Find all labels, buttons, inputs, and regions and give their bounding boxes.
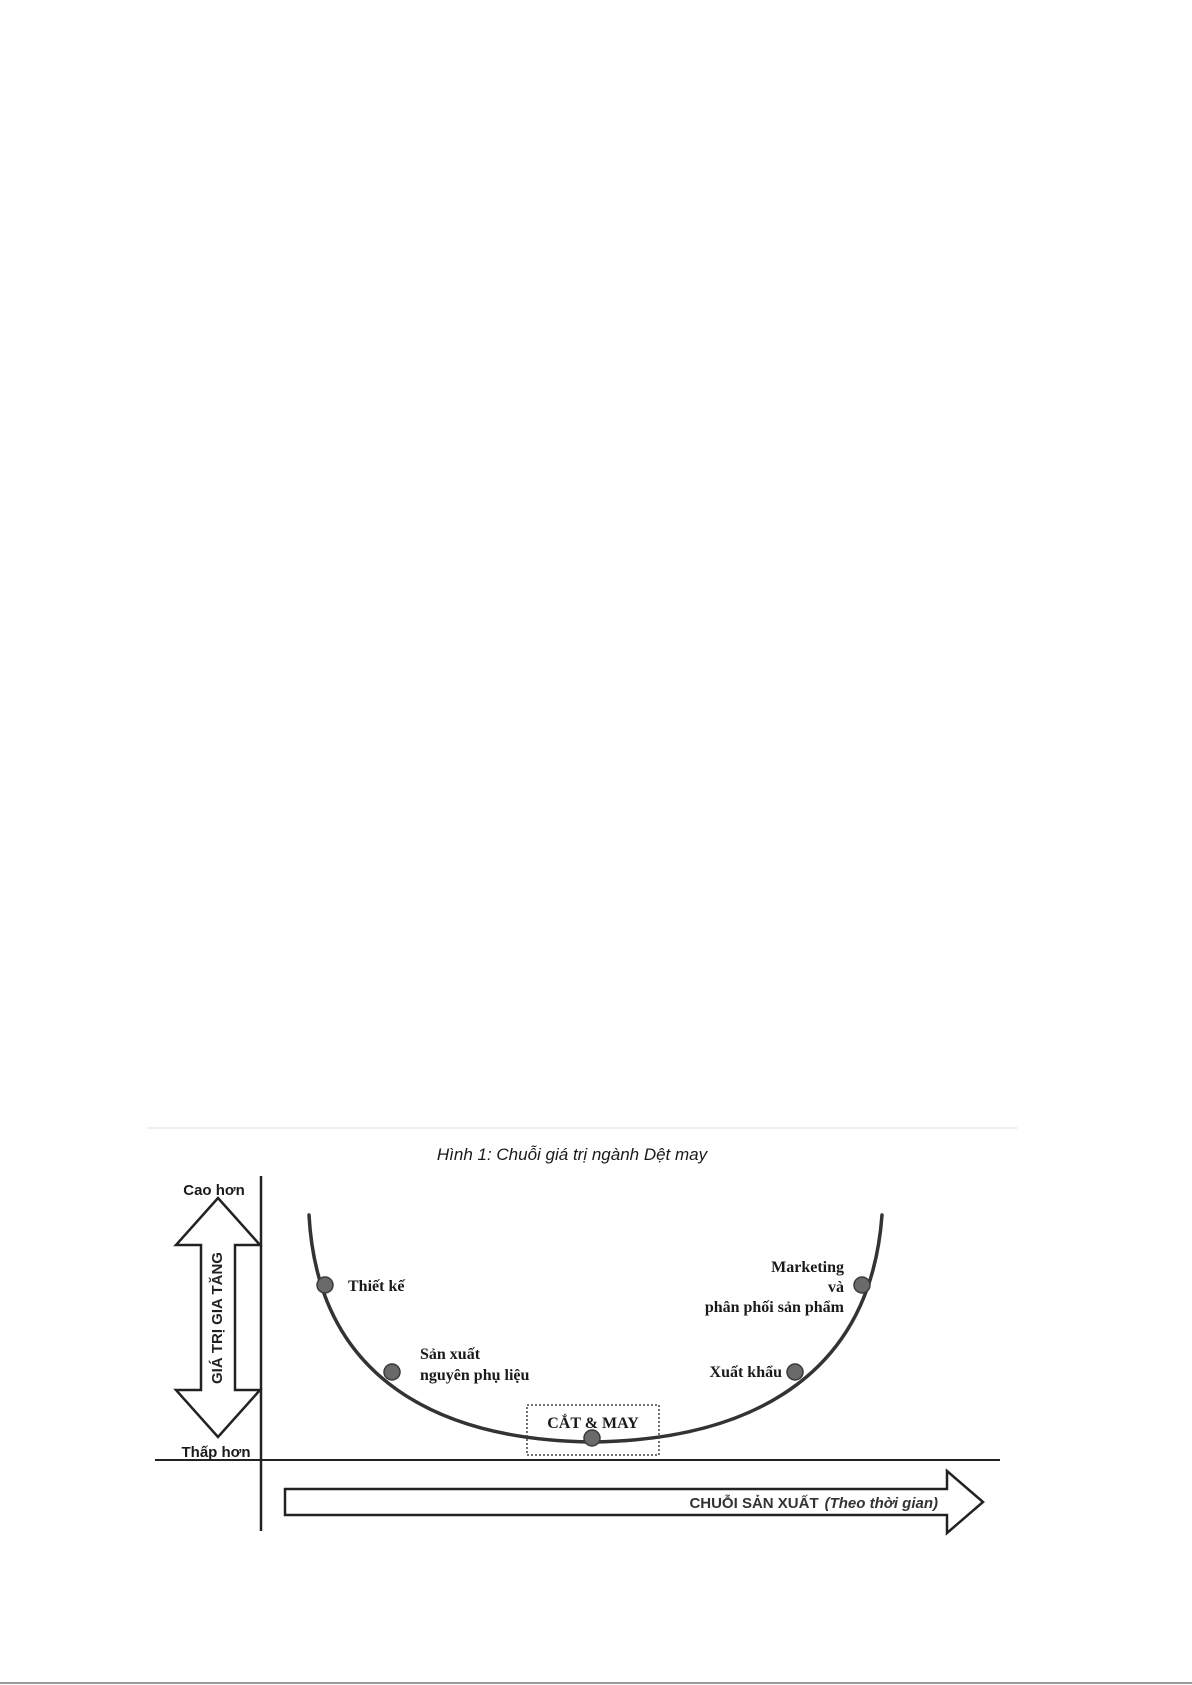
stage-label-design: Thiết kế [348, 1278, 405, 1295]
node-materials [384, 1364, 400, 1380]
x-axis-label-main: CHUỖI SẢN XUẤT [689, 1495, 819, 1512]
y-axis-bottom-label: Thấp hơn [181, 1444, 251, 1461]
stage-label-materials-line1: Sản xuất [420, 1346, 481, 1363]
smile-curve [309, 1215, 882, 1442]
figure-caption: Hình 1: Chuỗi giá trị ngành Dệt may [436, 1145, 708, 1164]
y-axis-top-label: Cao hơn [183, 1182, 245, 1199]
x-axis-label [689, 1494, 938, 1512]
x-axis-label-note: (Theo thời gian) [824, 1495, 938, 1512]
node-marketing [854, 1277, 870, 1293]
stage-label-cut-sew: CẮT & MAY [547, 1415, 639, 1432]
y-axis-label: GIÁ TRỊ GIA TĂNG [208, 1252, 226, 1384]
node-cut-sew [584, 1430, 600, 1446]
stage-label-marketing-line1: Marketing [771, 1259, 844, 1276]
stage-label-export: Xuất khẩu [709, 1364, 782, 1381]
node-design [317, 1277, 333, 1293]
stage-label-marketing-line2: và [828, 1279, 844, 1296]
stage-label-marketing-line3: phân phối sản phẩm [704, 1299, 844, 1316]
stage-label-materials-line2: nguyên phụ liệu [420, 1367, 530, 1384]
node-export [787, 1364, 803, 1380]
